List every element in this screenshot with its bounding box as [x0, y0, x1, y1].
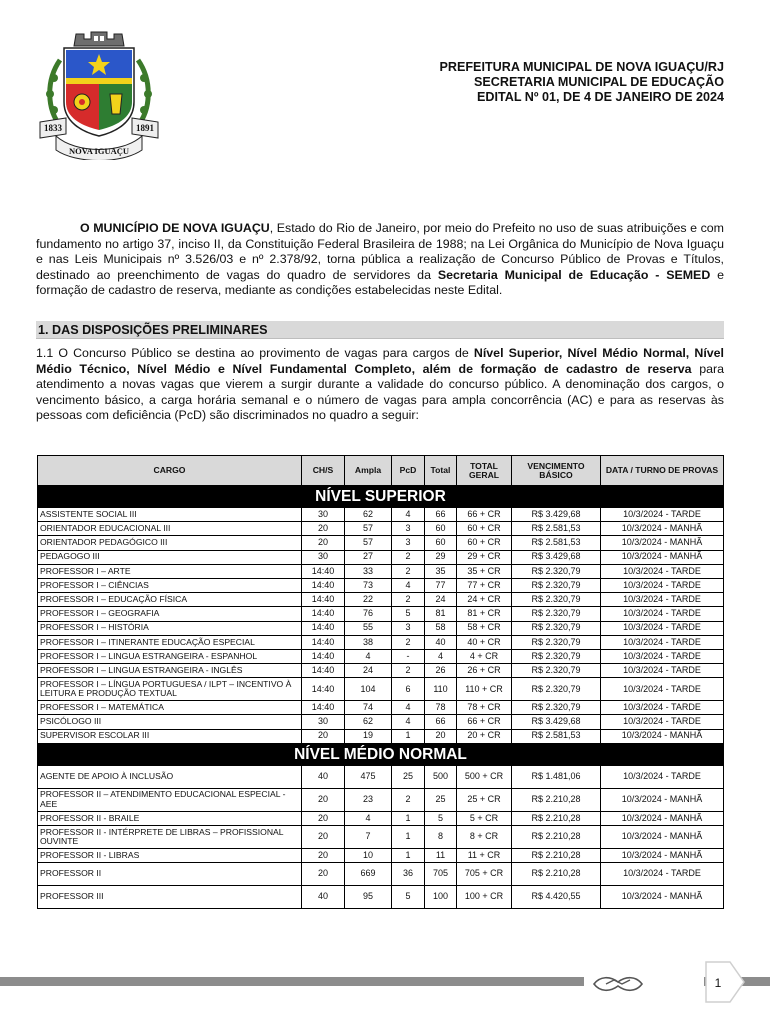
col-vencimento: VENCIMENTO BÁSICO	[512, 456, 601, 486]
cell-total-geral: 25 + CR	[457, 788, 512, 811]
cell-ampla: 23	[345, 788, 392, 811]
cell-pcd: 4	[392, 701, 425, 715]
cell-cargo: PROFESSOR I – CIÊNCIAS	[38, 578, 302, 592]
cell-cargo: PROFESSOR I – EDUCAÇÃO FÍSICA	[38, 593, 302, 607]
cell-total: 705	[425, 863, 457, 886]
cell-total: 66	[425, 715, 457, 729]
cell-pcd: 2	[392, 550, 425, 564]
cell-chs: 14:40	[302, 664, 345, 678]
header-secretaria: SECRETARIA MUNICIPAL DE EDUCAÇÃO	[473, 75, 724, 89]
cell-cargo: PROFESSOR I – LINGUA ESTRANGEIRA - ESPANHOL	[38, 649, 302, 663]
cell-cargo: PSICÓLOGO III	[38, 715, 302, 729]
cell-data-turno: 10/3/2024 - TARDE	[601, 715, 724, 729]
para-prefix: 1.1 O Concurso Público se destina ao provimento de vagas para cargos de	[36, 346, 474, 360]
cell-chs: 14:40	[302, 607, 345, 621]
cell-cargo: PROFESSOR II - LIBRAS	[38, 849, 302, 863]
cell-total-geral: 26 + CR	[457, 664, 512, 678]
cell-total-geral: 81 + CR	[457, 607, 512, 621]
cell-vencimento: R$ 2.210,28	[512, 849, 601, 863]
cell-data-turno: 10/3/2024 - MANHÃ	[601, 536, 724, 550]
cell-ampla: 33	[345, 564, 392, 578]
cell-chs: 14:40	[302, 649, 345, 663]
cell-vencimento: R$ 2.320,79	[512, 578, 601, 592]
cell-ampla: 24	[345, 664, 392, 678]
cell-chs: 14:40	[302, 678, 345, 701]
cell-ampla: 38	[345, 635, 392, 649]
cell-ampla: 4	[345, 811, 392, 825]
cell-ampla: 104	[345, 678, 392, 701]
cell-pcd: 25	[392, 765, 425, 788]
cell-ampla: 57	[345, 522, 392, 536]
cell-total: 25	[425, 788, 457, 811]
cell-chs: 30	[302, 508, 345, 522]
table-row	[38, 564, 724, 578]
group-header-row	[38, 743, 724, 765]
cell-total-geral: 66 + CR	[457, 508, 512, 522]
cell-cargo: SUPERVISOR ESCOLAR III	[38, 729, 302, 743]
cell-chs: 40	[302, 765, 345, 788]
cell-pcd: 3	[392, 522, 425, 536]
col-chs: CH/S	[302, 456, 345, 486]
cell-ampla: 7	[345, 826, 392, 849]
cell-data-turno: 10/3/2024 - TARDE	[601, 621, 724, 635]
cell-pcd: 2	[392, 664, 425, 678]
cell-data-turno: 10/3/2024 - MANHÃ	[601, 826, 724, 849]
cell-ampla: 669	[345, 863, 392, 886]
cell-total: 78	[425, 701, 457, 715]
cell-data-turno: 10/3/2024 - TARDE	[601, 578, 724, 592]
cell-cargo: PROFESSOR I – GEOGRAFIA	[38, 607, 302, 621]
table-row	[38, 607, 724, 621]
cell-vencimento: R$ 2.581,53	[512, 729, 601, 743]
table-row	[38, 715, 724, 729]
cell-ampla: 95	[345, 886, 392, 909]
cell-ampla: 73	[345, 578, 392, 592]
cell-chs: 14:40	[302, 593, 345, 607]
table-row	[38, 550, 724, 564]
cell-total: 66	[425, 508, 457, 522]
cell-total-geral: 78 + CR	[457, 701, 512, 715]
cell-chs: 20	[302, 788, 345, 811]
coat-of-arms-logo	[36, 30, 162, 160]
cell-total: 29	[425, 550, 457, 564]
cell-total: 100	[425, 886, 457, 909]
cell-pcd: 2	[392, 564, 425, 578]
cell-total: 26	[425, 664, 457, 678]
cell-total-geral: 110 + CR	[457, 678, 512, 701]
cell-vencimento: R$ 3.429,68	[512, 715, 601, 729]
cell-ampla: 19	[345, 729, 392, 743]
header-edital: EDITAL Nº 01, DE 4 DE JANEIRO DE 2024	[477, 90, 724, 104]
cell-cargo: PROFESSOR I – HISTÓRIA	[38, 621, 302, 635]
cell-total: 24	[425, 593, 457, 607]
table-body	[38, 486, 724, 909]
cell-pcd: 36	[392, 863, 425, 886]
table-header-row	[38, 456, 724, 486]
cell-data-turno: 10/3/2024 - MANHÃ	[601, 788, 724, 811]
cell-chs: 30	[302, 550, 345, 564]
cell-chs: 20	[302, 863, 345, 886]
table-row	[38, 701, 724, 715]
table-row	[38, 886, 724, 909]
cell-total: 58	[425, 621, 457, 635]
table-row	[38, 788, 724, 811]
cell-vencimento: R$ 4.420,55	[512, 886, 601, 909]
group-header-row	[38, 486, 724, 508]
cell-data-turno: 10/3/2024 - MANHÃ	[601, 811, 724, 825]
cell-total: 77	[425, 578, 457, 592]
cell-total-geral: 29 + CR	[457, 550, 512, 564]
cell-pcd: 1	[392, 849, 425, 863]
intro-text1: , Estado do Rio de Janeiro, por meio do Prefeito no uso de suas atribuições e com fundamento no artigo 37, inciso II, da Constituição Federal Brasileira de 1988; na Lei Orgânica do Município de Nova Iguaçu e nas Leis Municipais nº 3.526/03 e nº 2.378/92, torna pública a realização de Concurso Público de Provas e Títulos, destinado ao preenchimento de vagas do quadro de servidores da	[36, 221, 724, 282]
cell-ampla: 57	[345, 536, 392, 550]
cell-total: 4	[425, 649, 457, 663]
document-header	[439, 60, 724, 105]
cell-ampla: 62	[345, 715, 392, 729]
intro-text2: e formação de cadastro de reserva, mediante as condições estabelecidas neste Edital.	[36, 267, 724, 298]
cell-data-turno: 10/3/2024 - MANHÃ	[601, 550, 724, 564]
cell-pcd: 3	[392, 536, 425, 550]
cell-vencimento: R$ 2.320,79	[512, 607, 601, 621]
cell-vencimento: R$ 2.320,79	[512, 564, 601, 578]
cell-chs: 20	[302, 849, 345, 863]
cell-chs: 14:40	[302, 578, 345, 592]
cell-total-geral: 5 + CR	[457, 811, 512, 825]
cell-chs: 40	[302, 886, 345, 909]
cell-pcd: 1	[392, 729, 425, 743]
cell-ampla: 62	[345, 508, 392, 522]
cell-chs: 20	[302, 826, 345, 849]
section-title: 1. DAS DISPOSIÇÕES PRELIMINARES	[36, 321, 724, 339]
cell-pcd: 5	[392, 886, 425, 909]
cell-pcd: 1	[392, 826, 425, 849]
cell-pcd: -	[392, 649, 425, 663]
cell-chs: 20	[302, 522, 345, 536]
cell-vencimento: R$ 2.320,79	[512, 621, 601, 635]
cell-data-turno: 10/3/2024 - MANHÃ	[601, 729, 724, 743]
cell-data-turno: 10/3/2024 - TARDE	[601, 863, 724, 886]
cell-data-turno: 10/3/2024 - TARDE	[601, 649, 724, 663]
cell-total-geral: 24 + CR	[457, 593, 512, 607]
cell-total-geral: 11 + CR	[457, 849, 512, 863]
cell-total: 60	[425, 536, 457, 550]
cell-vencimento: R$ 2.210,28	[512, 826, 601, 849]
cell-chs: 20	[302, 729, 345, 743]
cell-pcd: 2	[392, 593, 425, 607]
cell-total-geral: 66 + CR	[457, 715, 512, 729]
col-cargo: CARGO	[38, 456, 302, 486]
cell-pcd: 5	[392, 607, 425, 621]
cell-vencimento: R$ 2.320,79	[512, 635, 601, 649]
table-row	[38, 849, 724, 863]
col-data-turno: DATA / TURNO DE PROVAS	[601, 456, 724, 486]
cell-vencimento: R$ 2.210,28	[512, 811, 601, 825]
cell-ampla: 10	[345, 849, 392, 863]
cell-cargo: AGENTE DE APOIO À INCLUSÃO	[38, 765, 302, 788]
table-row	[38, 664, 724, 678]
cell-total-geral: 100 + CR	[457, 886, 512, 909]
table-row	[38, 863, 724, 886]
cell-data-turno: 10/3/2024 - MANHÃ	[601, 849, 724, 863]
cell-data-turno: 10/3/2024 - TARDE	[601, 607, 724, 621]
cell-total-geral: 35 + CR	[457, 564, 512, 578]
table-row	[38, 578, 724, 592]
cell-chs: 20	[302, 811, 345, 825]
cell-chs: 14:40	[302, 635, 345, 649]
cell-vencimento: R$ 2.320,79	[512, 593, 601, 607]
cell-total-geral: 20 + CR	[457, 729, 512, 743]
cell-cargo: PROFESSOR I – LINGUA ESTRANGEIRA - INGLÊS	[38, 664, 302, 678]
cell-vencimento: R$ 2.210,28	[512, 863, 601, 886]
cell-total: 11	[425, 849, 457, 863]
cell-vencimento: R$ 1.481,06	[512, 765, 601, 788]
table-row	[38, 508, 724, 522]
cell-total: 81	[425, 607, 457, 621]
col-total-geral: TOTAL GERAL	[457, 456, 512, 486]
cell-pcd: 4	[392, 508, 425, 522]
cell-vencimento: R$ 3.429,68	[512, 508, 601, 522]
cell-vencimento: R$ 2.581,53	[512, 522, 601, 536]
cell-total-geral: 58 + CR	[457, 621, 512, 635]
cell-ampla: 475	[345, 765, 392, 788]
crest-year-left: 1833	[44, 123, 62, 133]
handshake-icon	[592, 972, 644, 994]
table-row	[38, 729, 724, 743]
para-rest: para atendimento a novas vagas que vierem a surgir durante a validade do concurso público. A denominação dos cargos, o vencimento básico, a carga horária semanal e o número de vagas para ampla concorrência (AC) e para as reservas às pessoas com deficiência (PcD) são discriminados no quadro a seguir:	[36, 361, 724, 423]
cell-total-geral: 500 + CR	[457, 765, 512, 788]
cell-pcd: 2	[392, 788, 425, 811]
col-ampla: Ampla	[345, 456, 392, 486]
cell-vencimento: R$ 2.320,79	[512, 664, 601, 678]
cell-chs: 14:40	[302, 621, 345, 635]
cell-ampla: 27	[345, 550, 392, 564]
cell-total-geral: 40 + CR	[457, 635, 512, 649]
cell-data-turno: 10/3/2024 - TARDE	[601, 593, 724, 607]
cell-vencimento: R$ 2.320,79	[512, 649, 601, 663]
cell-ampla: 55	[345, 621, 392, 635]
cell-ampla: 74	[345, 701, 392, 715]
table-row	[38, 593, 724, 607]
section-paragraph	[36, 346, 724, 424]
cell-pcd: 6	[392, 678, 425, 701]
cell-vencimento: R$ 2.210,28	[512, 788, 601, 811]
crest-year-right: 1891	[136, 123, 154, 133]
group-title: NÍVEL MÉDIO NORMAL	[38, 743, 724, 765]
cell-total-geral: 60 + CR	[457, 536, 512, 550]
cell-cargo: ASSISTENTE SOCIAL III	[38, 508, 302, 522]
cell-ampla: 4	[345, 649, 392, 663]
cell-total: 8	[425, 826, 457, 849]
para-bold: Nível Superior, Nível Médio Normal, Nível Médio Técnico, Nível Médio e Nível Fundamental Completo, além de formação de cadastro de reserva	[36, 346, 724, 376]
cell-cargo: PROFESSOR I – MATEMÁTICA	[38, 701, 302, 715]
cell-total: 5	[425, 811, 457, 825]
table-row	[38, 649, 724, 663]
cell-pcd: 2	[392, 635, 425, 649]
cell-data-turno: 10/3/2024 - TARDE	[601, 765, 724, 788]
cell-data-turno: 10/3/2024 - MANHÃ	[601, 522, 724, 536]
cell-data-turno: 10/3/2024 - TARDE	[601, 678, 724, 701]
cell-total-geral: 60 + CR	[457, 522, 512, 536]
cell-ampla: 22	[345, 593, 392, 607]
cell-total-geral: 77 + CR	[457, 578, 512, 592]
cell-data-turno: 10/3/2024 - TARDE	[601, 564, 724, 578]
cell-total: 110	[425, 678, 457, 701]
cell-cargo: PROFESSOR III	[38, 886, 302, 909]
cell-cargo: PROFESSOR II - BRAILE	[38, 811, 302, 825]
table-row	[38, 621, 724, 635]
cell-total: 20	[425, 729, 457, 743]
cell-chs: 30	[302, 715, 345, 729]
cell-total: 40	[425, 635, 457, 649]
cell-data-turno: 10/3/2024 - TARDE	[601, 701, 724, 715]
intro-bold-semed: Secretaria Municipal de Educação - SEMED	[437, 267, 711, 282]
cell-cargo: PROFESSOR II - INTÉRPRETE DE LIBRAS – PROFISSIONAL OUVINTE	[38, 826, 302, 849]
intro-paragraph	[36, 221, 724, 299]
col-total: Total	[425, 456, 457, 486]
cell-chs: 20	[302, 536, 345, 550]
cell-pcd: 1	[392, 811, 425, 825]
page-number: 1	[714, 976, 722, 990]
table-row	[38, 811, 724, 825]
table-row	[38, 826, 724, 849]
cell-cargo: PROFESSOR II	[38, 863, 302, 886]
cell-data-turno: 10/3/2024 - TARDE	[601, 508, 724, 522]
cell-total-geral: 705 + CR	[457, 863, 512, 886]
cell-pcd: 3	[392, 621, 425, 635]
table-row	[38, 678, 724, 701]
cell-cargo: PEDAGOGO III	[38, 550, 302, 564]
cell-data-turno: 10/3/2024 - MANHÃ	[601, 886, 724, 909]
cell-vencimento: R$ 2.581,53	[512, 536, 601, 550]
cell-total: 35	[425, 564, 457, 578]
group-title: NÍVEL SUPERIOR	[38, 486, 724, 508]
cell-vencimento: R$ 3.429,68	[512, 550, 601, 564]
table-row	[38, 522, 724, 536]
cell-cargo: ORIENTADOR PEDAGÓGICO III	[38, 536, 302, 550]
cell-cargo: PROFESSOR I – LÍNGUA PORTUGUESA / ILPT – INCENTIVO À LEITURA E PRODUÇÃO TEXTUAL	[38, 678, 302, 701]
cell-total: 60	[425, 522, 457, 536]
cell-vencimento: R$ 2.320,79	[512, 701, 601, 715]
table-row	[38, 536, 724, 550]
cell-cargo: ORIENTADOR EDUCACIONAL III	[38, 522, 302, 536]
cell-pcd: 4	[392, 715, 425, 729]
cell-cargo: PROFESSOR II – ATENDIMENTO EDUCACIONAL ESPECIAL - AEE	[38, 788, 302, 811]
cell-pcd: 4	[392, 578, 425, 592]
cell-vencimento: R$ 2.320,79	[512, 678, 601, 701]
crest-motto: NOVA IGUAÇU	[68, 146, 130, 156]
cell-total-geral: 8 + CR	[457, 826, 512, 849]
table-row	[38, 765, 724, 788]
cell-total-geral: 4 + CR	[457, 649, 512, 663]
cell-data-turno: 10/3/2024 - TARDE	[601, 664, 724, 678]
header-prefeitura: PREFEITURA MUNICIPAL DE NOVA IGUAÇU/RJ	[439, 60, 724, 74]
cell-ampla: 76	[345, 607, 392, 621]
cell-data-turno: 10/3/2024 - TARDE	[601, 635, 724, 649]
cell-cargo: PROFESSOR I – ITINERANTE EDUCAÇÃO ESPECIAL	[38, 635, 302, 649]
table-row	[38, 635, 724, 649]
cell-chs: 14:40	[302, 701, 345, 715]
cell-cargo: PROFESSOR I – ARTE	[38, 564, 302, 578]
intro-lead: O MUNICÍPIO DE NOVA IGUAÇU	[80, 221, 270, 235]
col-pcd: PcD	[392, 456, 425, 486]
vacancies-table	[37, 455, 724, 909]
cell-total: 500	[425, 765, 457, 788]
cell-chs: 14:40	[302, 564, 345, 578]
